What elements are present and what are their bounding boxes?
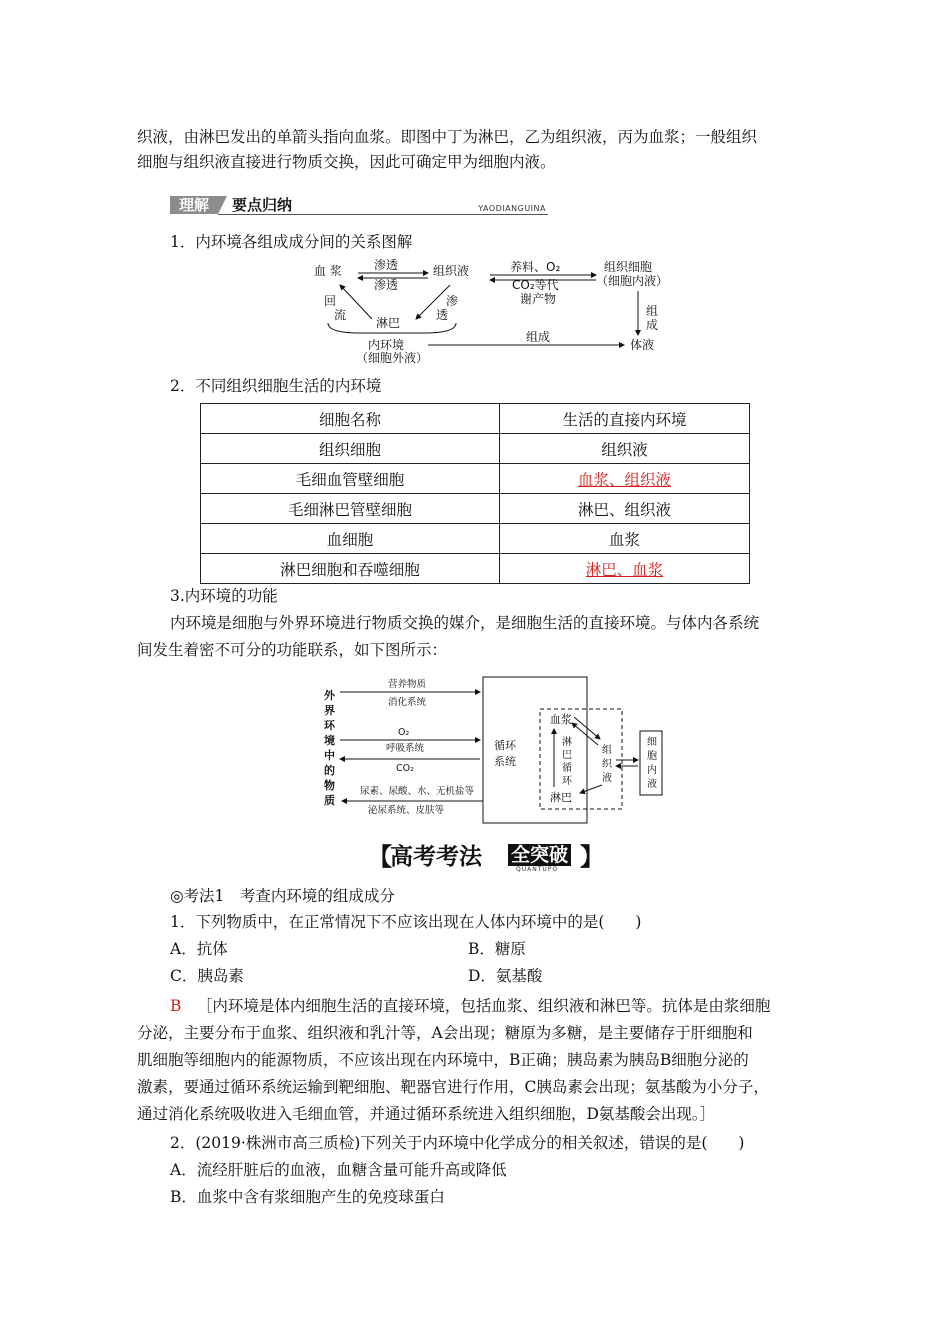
table-row xyxy=(201,554,750,584)
section-rule xyxy=(218,214,548,215)
d1-internal-2: （细胞外液） xyxy=(356,351,429,365)
banner-bracket-left: 【 xyxy=(368,843,392,871)
d2-excreta: 尿素、尿酸、水、无机盐等 xyxy=(360,786,475,797)
q1-option-c: C．胰岛素 xyxy=(170,967,244,985)
table-cell: 毛细血管壁细胞 xyxy=(201,464,500,494)
d1-waste-2: 谢产物 xyxy=(520,292,557,306)
d1-tissue-fluid: 组织液 xyxy=(433,264,470,278)
table-header-cell: 细胞名称 xyxy=(201,404,500,434)
d1-nutrients: 养料、O₂ xyxy=(510,260,561,274)
function-diagram xyxy=(318,675,668,825)
item3-line-2: 间发生着密不可分的功能联系，如下图所示： xyxy=(137,641,448,659)
d1-tissue-cell-2: （细胞内液） xyxy=(596,274,669,288)
d1-return-1: 回 xyxy=(324,294,337,308)
d2-tissue-1: 织 xyxy=(602,759,612,770)
table-cell: 淋巴细胞和吞噬细胞 xyxy=(201,554,500,584)
d2-tissue-0: 组 xyxy=(602,745,612,756)
environment-table xyxy=(200,403,750,584)
d1-seep-diag-1: 渗 xyxy=(446,294,459,308)
table-cell: 组织细胞 xyxy=(201,434,500,464)
q1-exp-text-1: ［内环境是体内细胞生活的直接环境，包括血浆、组织液和淋巴等。抗体是由浆细胞 xyxy=(196,997,771,1015)
d2-circ-1: 循环 xyxy=(494,739,516,752)
d2-cell-fluid-0: 细 xyxy=(647,737,657,748)
d2-o2: O₂ xyxy=(398,727,410,738)
answer-text: 淋巴、血浆 xyxy=(585,560,664,579)
banner-sub: QUANTUPO xyxy=(516,866,559,873)
d2-resp: 呼吸系统 xyxy=(386,743,425,754)
table-cell: 血浆 xyxy=(500,524,750,554)
section-banner xyxy=(368,842,604,873)
table-header-cell: 生活的直接内环境 xyxy=(500,404,750,434)
d2-outside-0: 外 xyxy=(324,689,335,702)
section-header xyxy=(170,196,548,218)
d2-outside-5: 的 xyxy=(324,764,335,777)
d2-circ-2: 系统 xyxy=(494,755,516,768)
d1-tissue-cell-1: 组织细胞 xyxy=(604,260,653,274)
table-cell: 淋巴、组织液 xyxy=(500,494,750,524)
d2-cell-fluid-3: 液 xyxy=(647,779,657,790)
d1-seep-top: 渗透 xyxy=(374,258,399,272)
d2-nutr: 营养物质 xyxy=(388,679,427,690)
d2-lymph-circ-1: 巴 xyxy=(562,750,572,761)
table-row xyxy=(201,464,750,494)
q1-explanation-line-4: 激素，要通过循环系统运输到靶细胞、靶器官进行作用，C胰岛素会出现；氨基酸为小分子， xyxy=(137,1078,769,1096)
item3-title: 3.内环境的功能 xyxy=(170,587,278,605)
table-cell-answer xyxy=(500,554,750,584)
q1-explanation-line-2: 分泌，主要分布于血浆、组织液和乳汁等，A会出现；糖原为多糖，是主要储存于肝细胞和 xyxy=(137,1024,753,1042)
kaofa-title: ◎考法1 考查内环境的组成成分 xyxy=(170,887,395,905)
q1-answer: B xyxy=(170,997,182,1015)
banner-title: 高考考法 xyxy=(390,844,482,870)
d2-lymph-circ-3: 环 xyxy=(562,776,572,787)
banner-highlight: 全突破 xyxy=(508,844,571,866)
item3-line-1: 内环境是细胞与外界环境进行物质交换的媒介，是细胞生活的直接环境。与体内各系统 xyxy=(170,614,760,632)
q1-stem: 1．下列物质中，在正常情况下不应该出现在人体内环境中的是( ) xyxy=(170,913,642,931)
item2-title: 2．不同组织细胞生活的内环境 xyxy=(170,377,382,395)
table-row xyxy=(201,524,750,554)
d2-urinary: 泌尿系统、皮肤等 xyxy=(368,805,445,816)
d2-tissue-2: 液 xyxy=(602,773,612,784)
answer-text: 血浆、组织液 xyxy=(577,470,671,489)
d1-compose-1: 组 xyxy=(646,304,659,318)
d2-outside-4: 中 xyxy=(324,749,335,762)
intro-line-2: 细胞与组织液直接进行物质交换，因此可确定甲为细胞内液。 xyxy=(137,153,556,171)
q1-explanation-line-1 xyxy=(170,996,770,1016)
q1-option-b: B．糖原 xyxy=(468,940,526,958)
intro-line-1: 织液，由淋巴发出的单箭头指向血浆。即图中丁为淋巴，乙为组织液，丙为血浆；一般组织 xyxy=(137,128,758,146)
d2-lymph-circ-2: 循 xyxy=(562,763,572,774)
d2-digest: 消化系统 xyxy=(388,697,427,708)
section-slash xyxy=(218,196,227,214)
d2-outside-1: 界 xyxy=(324,704,335,717)
section-label-left: 理解 xyxy=(170,196,218,214)
table-cell: 组织液 xyxy=(500,434,750,464)
item1-title: 1．内环境各组成成分间的关系图解 xyxy=(170,233,413,251)
q1-option-d: D．氨基酸 xyxy=(468,967,543,985)
d2-cell-fluid-2: 内 xyxy=(647,765,657,776)
d1-seep-bottom: 渗透 xyxy=(374,278,399,292)
d2-co2: CO₂ xyxy=(396,763,414,774)
d1-waste-1: CO₂等代 xyxy=(512,278,559,292)
d2-cell-fluid-1: 胞 xyxy=(647,751,657,762)
d2-outside-7: 质 xyxy=(324,794,335,807)
d1-compose-2: 成 xyxy=(646,318,659,332)
d2-lymph-circ-0: 淋 xyxy=(562,737,572,748)
q2-option-a: A．流经肝脏后的血液，血糖含量可能升高或降低 xyxy=(170,1161,507,1179)
d2-plasma: 血浆 xyxy=(550,713,572,726)
d2-outside-2: 环 xyxy=(324,719,335,732)
relationship-diagram xyxy=(300,257,680,365)
d2-outside-3: 境 xyxy=(324,734,335,747)
d2-outside-6: 物 xyxy=(324,779,335,792)
d1-plasma: 血 浆 xyxy=(314,264,342,278)
table-row xyxy=(201,434,750,464)
d1-body-fluid: 体液 xyxy=(630,338,655,352)
section-label-en: YAODIANGUINA xyxy=(478,204,546,213)
table-cell: 毛细淋巴管壁细胞 xyxy=(201,494,500,524)
d1-return-2: 流 xyxy=(334,308,347,322)
d1-lymph: 淋巴 xyxy=(376,316,401,330)
q2-stem: 2．(2019·株洲市高三质检)下列关于内环境中化学成分的相关叙述，错误的是( ) xyxy=(170,1134,745,1152)
d2-lymph: 淋巴 xyxy=(550,791,572,804)
q1-option-a: A．抗体 xyxy=(170,940,228,958)
table-cell-answer xyxy=(500,464,750,494)
table-header-row xyxy=(201,404,750,434)
d1-compose-h: 组成 xyxy=(526,330,551,344)
table-cell: 血细胞 xyxy=(201,524,500,554)
q2-option-b: B．血浆中含有浆细胞产生的免疫球蛋白 xyxy=(170,1188,445,1206)
q1-explanation-line-3: 肌细胞等细胞内的能源物质，不应该出现在内环境中，B正确；胰岛素为胰岛B细胞分泌的 xyxy=(137,1051,749,1069)
section-label-right: 要点归纳 xyxy=(232,196,293,214)
banner-bracket-right: 】 xyxy=(580,843,604,871)
table-row xyxy=(201,494,750,524)
q1-explanation-line-5: 通过消化系统吸收进入毛细血管，并通过循环系统进入组织细胞，D氨基酸会出现。］ xyxy=(137,1105,716,1123)
d1-internal-1: 内环境 xyxy=(368,338,405,352)
d1-seep-diag-2: 透 xyxy=(436,308,449,322)
